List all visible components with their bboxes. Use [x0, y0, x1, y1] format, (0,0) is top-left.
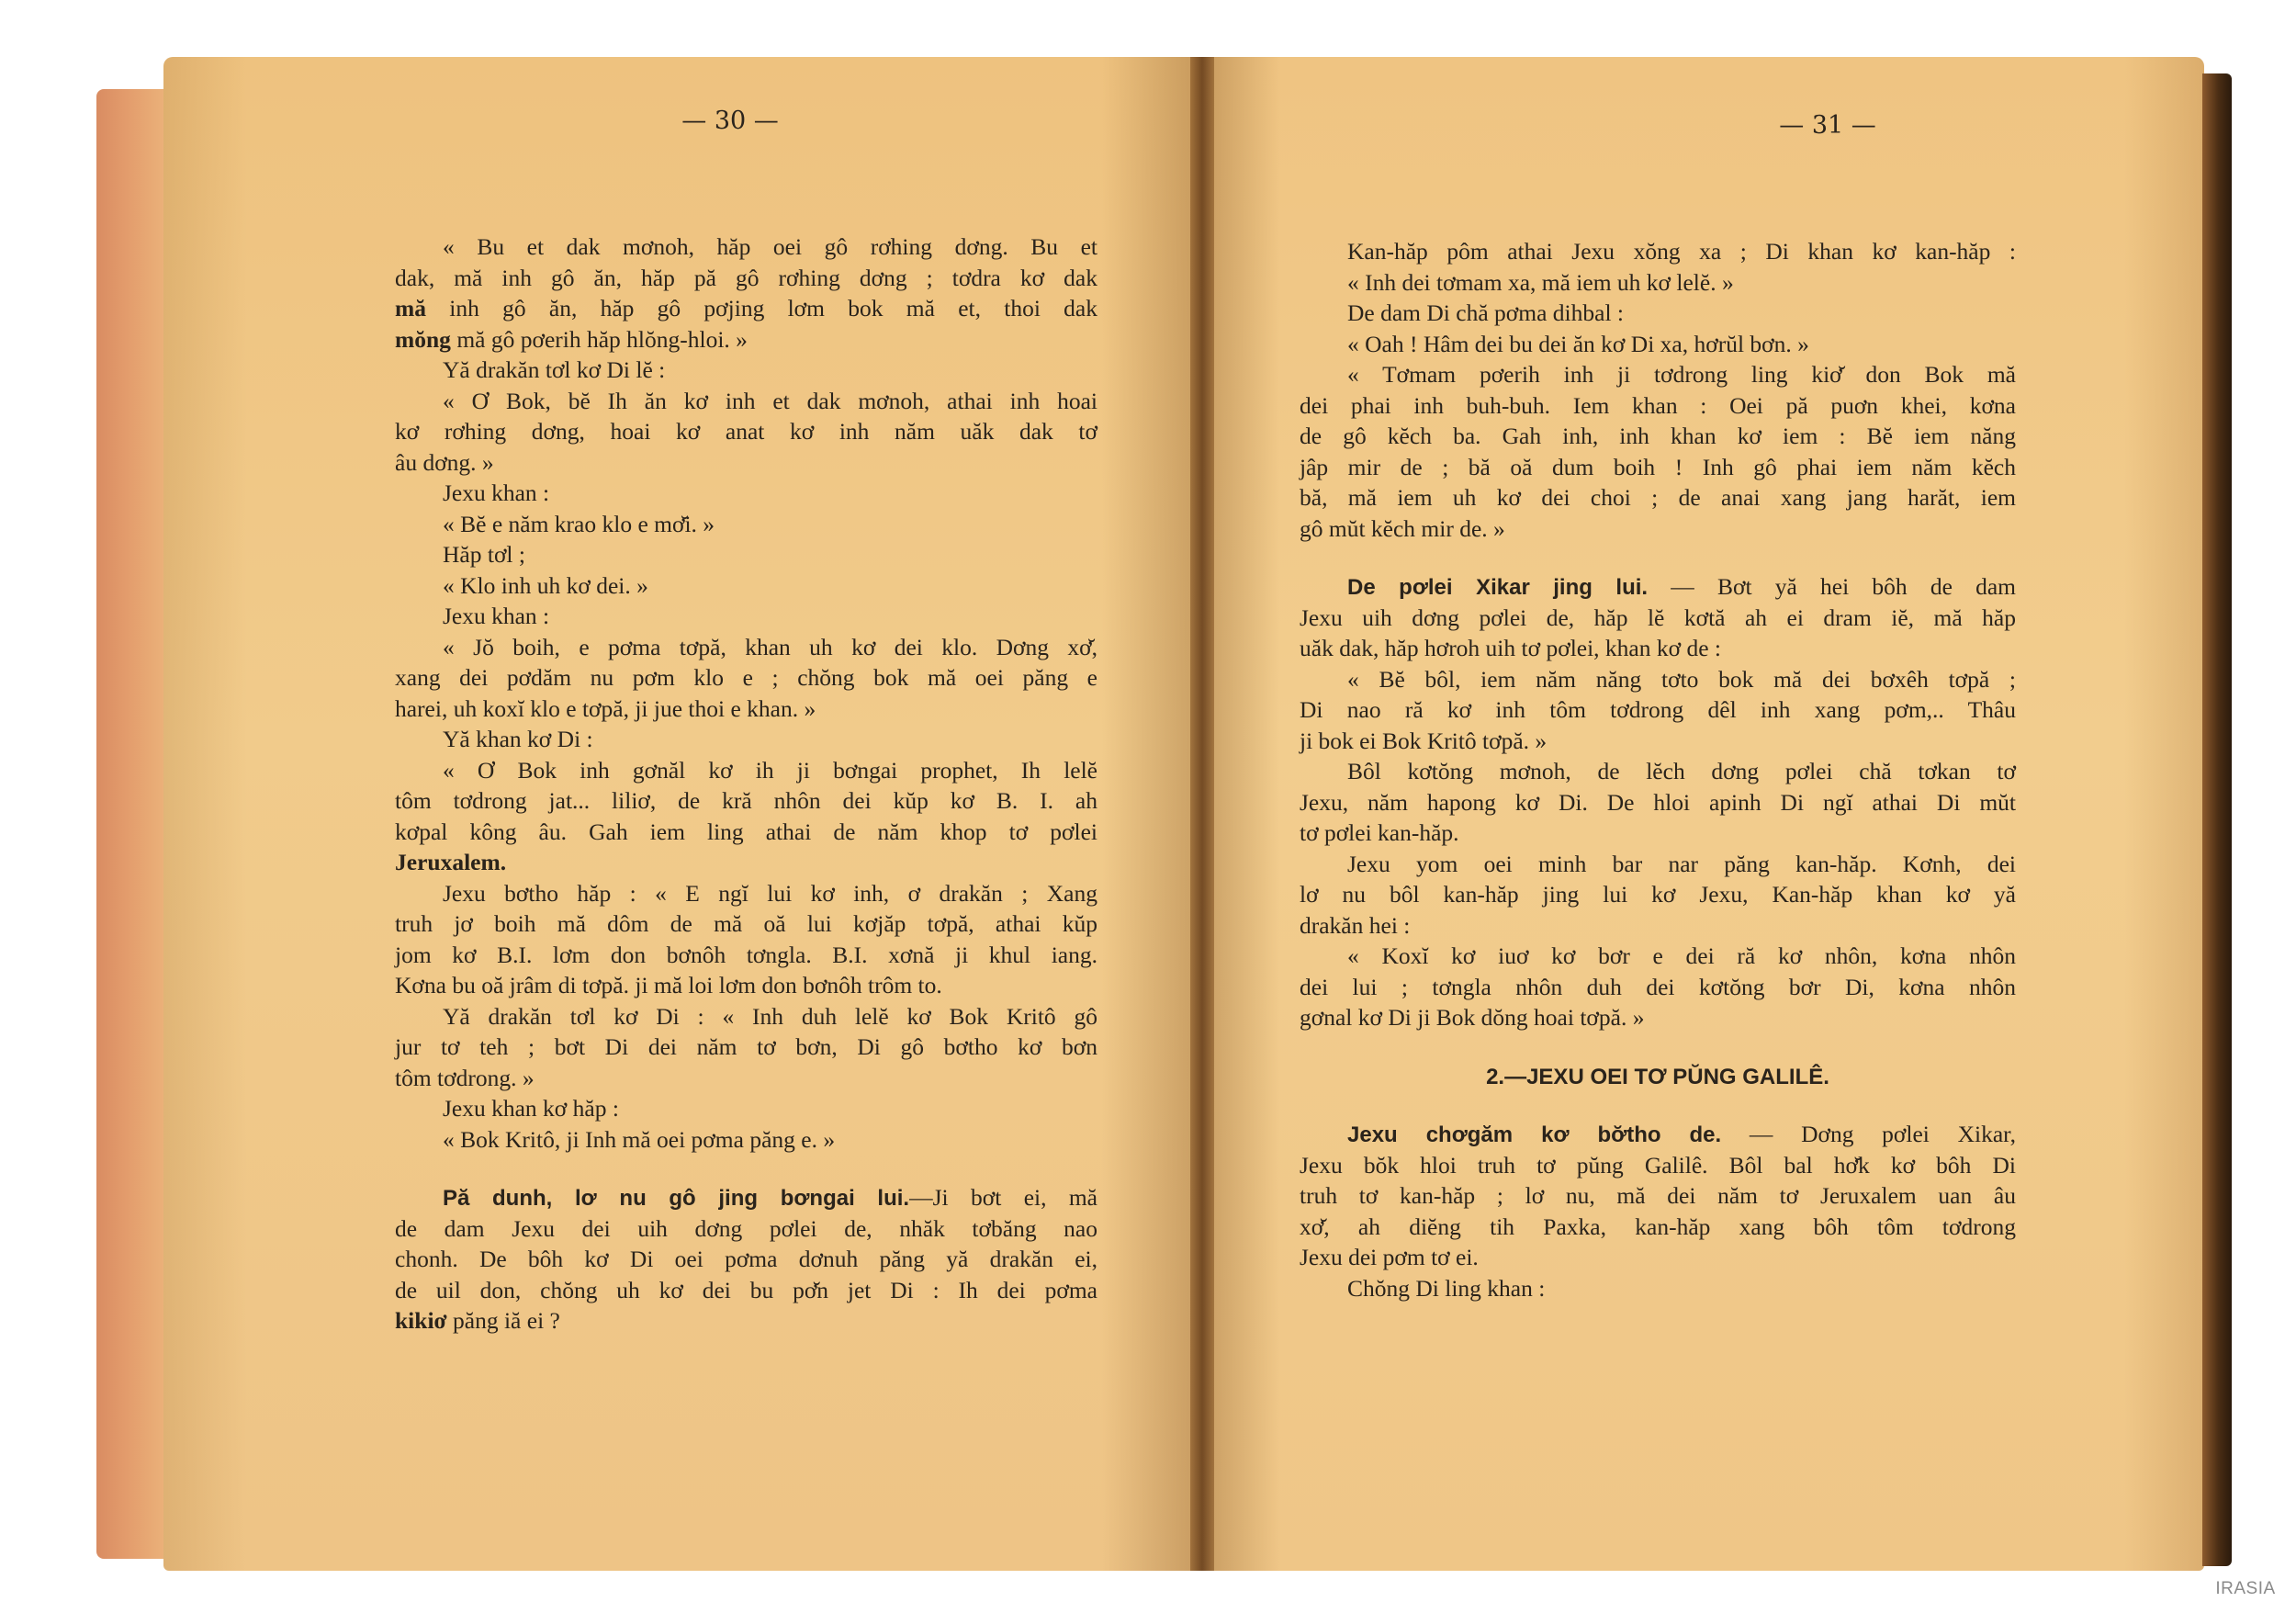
line-text: « Bĕ bôl, iem năm năng tơto bok mă dei bơxêh tơpă ;	[1347, 665, 2016, 693]
line-text: « Koxĭ kơ iuơ kơ bơr e dei ră kơ nhôn, kơna nhôn	[1347, 942, 2016, 969]
text-line	[1300, 421, 2016, 452]
text-line	[395, 386, 1097, 417]
text-line	[1300, 1119, 2016, 1150]
text-line	[1300, 664, 2016, 695]
line-text: dak, mă inh gô ăn, hăp pă gô rơhing dơng ; tơdra kơ dak	[395, 264, 1097, 291]
text-line	[1300, 1002, 2016, 1033]
text-line	[395, 878, 1097, 909]
line-text: kơ rơhing dơng, hoai kơ anat kơ inh năm uăk dak tơ	[395, 418, 1097, 445]
text-line	[395, 355, 1097, 386]
line-text: ji bok ei Bok Kritô tơpă. »	[1300, 727, 1548, 754]
line-text: Jexu khan kơ hăp :	[443, 1095, 619, 1122]
text-line	[1300, 972, 2016, 1003]
line-text: păng iă ei ?	[446, 1307, 560, 1334]
text-line	[395, 1001, 1097, 1032]
text-line	[1300, 787, 2016, 818]
line-text: bă, mă iem uh kơ dei choi ; de anai xang jang harăt, iem	[1300, 484, 2016, 511]
line-text: « Tơmam pơerih inh ji tơdrong ling kiơ̆ don Bok mă	[1347, 361, 2016, 388]
text-line	[395, 724, 1097, 755]
paragraph-heading: De pơlei Xikar jing lui.	[1347, 575, 1649, 600]
text-line	[395, 662, 1097, 694]
text-line	[1300, 298, 2016, 329]
line-text: Hăp tơl ;	[443, 541, 525, 568]
text-line	[1300, 910, 2016, 942]
line-text: Di nao ră kơ inh tôm tơdrong dêl inh xang pơm,.. Thâu	[1300, 696, 2016, 723]
line-text: « Klo inh uh kơ dei. »	[443, 571, 648, 599]
line-text: jâp mir de ; bă oă dum boih ! Inh gô phai iem năm kĕch	[1300, 453, 2016, 480]
page-number-right: — 31 —	[1779, 111, 1876, 140]
line-text: « Oah ! Hâm dei bu dei ăn kơ Di xa, hơrŭl bơn. »	[1347, 330, 1809, 357]
text-line	[395, 1275, 1097, 1306]
line-text: dei phai inh buh-buh. Iem khan : Oei pă puơn khei, kơna	[1300, 391, 2016, 419]
line-text: tôm tơdrong. »	[395, 1064, 535, 1091]
text-line	[1300, 359, 2016, 390]
text-line	[395, 1032, 1097, 1063]
text-line	[1300, 1242, 2016, 1273]
line-text: lơ nu bôl kan-hăp jing lui kơ Jexu, Kan-hăp khan kơ yă	[1300, 881, 2016, 908]
text-line	[1300, 849, 2016, 880]
line-text: Jexu khan :	[443, 479, 550, 506]
line-text: Kơna bu oă jrâm di tơpă. ji mă loi lơm don bơnôh trôm to.	[395, 972, 942, 998]
text-line	[1300, 941, 2016, 972]
text-line	[1300, 603, 2016, 634]
line-text: de uil don, chŏng uh kơ dei bu pơ̆n jet Di : Ih dei pơma	[395, 1276, 1097, 1303]
line-text: Jexu khan :	[443, 603, 550, 629]
text-line	[395, 1213, 1097, 1245]
book-gutter	[1190, 57, 1214, 1571]
line-text: gô mŭt kĕch mir de. »	[1300, 514, 1505, 542]
text-line	[395, 970, 1097, 1001]
text-line	[395, 1063, 1097, 1094]
text-line	[395, 324, 1097, 355]
text-line	[395, 1093, 1097, 1124]
line-text: Yă drakăn tơl kơ Di : « Inh duh lelĕ kơ Bok Kritô gô	[443, 1002, 1097, 1030]
line-text: harei, uh koxĭ klo e tơpă, ji jue thoi e khan. »	[395, 694, 816, 722]
text-line	[395, 601, 1097, 632]
line-text: « Ơ Bok, bĕ Ih ăn kơ inh et dak mơnoh, athai inh hoai	[443, 387, 1097, 414]
line-text: Yă drakăn tơl kơ Di lĕ :	[443, 356, 666, 383]
line-text: Jexu yom oei minh bar nar păng kan-hăp. Kơnh, dei	[1347, 850, 2016, 877]
line-text: inh gô ăn, hăp gô pơjing lơm bok mă et, thoi dak	[426, 295, 1097, 321]
bold-text: mŏng	[395, 325, 451, 353]
line-text: gơnal kơ Di ji Bok dŏng hoai tơpă. »	[1300, 1004, 1645, 1031]
line-text: jom kơ B.I. lơm don bơnôh tơngla. B.I. xơnă ji khul iang.	[395, 941, 1097, 968]
line-text: Kan-hăp pôm athai Jexu xŏng xa ; Di khan kơ kan-hăp :	[1347, 238, 2016, 265]
text-line	[1300, 726, 2016, 757]
text-line	[395, 539, 1097, 570]
text-line	[1300, 390, 2016, 422]
line-text: Yă khan kơ Di :	[443, 726, 593, 752]
watermark: IRASIA	[2215, 1579, 2276, 1598]
line-text: chonh. De bôh kơ Di oei pơma dơnuh păng yă drakăn ei,	[395, 1246, 1097, 1272]
line-text: Jexu uih dơng pơlei de, hăp lĕ kơtă ah ei dram iĕ, mă hăp	[1300, 603, 2016, 631]
line-text: truh tơ kan-hăp ; lơ nu, mă dei năm tơ Jeruxalem uan âu	[1300, 1182, 2016, 1209]
text-line	[1300, 1273, 2016, 1304]
line-text: « Bĕ e năm krao klo e mơ̆i. »	[443, 510, 715, 537]
text-line	[1300, 571, 2016, 603]
text-line	[395, 694, 1097, 725]
line-text: jur tơ teh ; bơt Di dei năm tơ bơn, Di gô bơtho kơ bơn	[395, 1033, 1097, 1060]
text-line	[395, 263, 1097, 294]
text-line	[395, 1182, 1097, 1213]
bold-text: Jeruxalem.	[395, 849, 507, 875]
line-text: truh jơ boih mă dôm de mă oă lui kơjăp tơpă, athai kŭp	[395, 910, 1097, 937]
section-heading	[1300, 1061, 2016, 1092]
right-page	[1199, 57, 2204, 1571]
text-line	[395, 1305, 1097, 1337]
paragraph-heading: Jexu chơgăm kơ bơ̆tho de.	[1347, 1122, 1722, 1147]
text-line	[395, 231, 1097, 263]
text-line	[395, 817, 1097, 848]
line-text: Jexu, năm hapong kơ Di. De hloi apinh Di ngĭ athai Di mŭt	[1300, 788, 2016, 816]
line-text: kơpal kông âu. Gah iem ling athai de năm khop tơ pơlei	[395, 818, 1097, 845]
book-fore-edge-left	[96, 89, 172, 1559]
text-line	[1300, 452, 2016, 483]
text-line	[1300, 756, 2016, 787]
bold-text: kikiơ	[395, 1307, 447, 1334]
line-text: Jexu bơtho hăp : « E ngĭ lui kơ inh, ơ drakăn ; Xang	[443, 879, 1097, 907]
text-line	[1300, 1180, 2016, 1212]
text-line	[1300, 329, 2016, 360]
text-line	[395, 293, 1097, 324]
text-line	[1300, 236, 2016, 267]
text-line	[1300, 818, 2016, 849]
text-line	[395, 447, 1097, 479]
line-text: —Ji bơt ei, mă	[909, 1184, 1097, 1211]
text-line	[1300, 694, 2016, 726]
text-line	[1300, 879, 2016, 910]
line-text: xơ̆, ah diĕng tih Paxka, kan-hăp xang bôh tôm tơdrong	[1300, 1213, 2016, 1240]
line-text: âu dơng. »	[395, 448, 494, 476]
text-line	[1300, 1150, 2016, 1181]
line-text: « Jŏ boih, e pơma tơpă, khan uh kơ dei klo. Dơng xơ̆,	[443, 633, 1097, 660]
line-text: drakăn hei :	[1300, 911, 1411, 939]
text-line	[1300, 633, 2016, 664]
text-line	[395, 755, 1097, 786]
book-fore-edge-right	[2202, 73, 2232, 1566]
text-line	[395, 940, 1097, 971]
line-text: xang dei pơdăm nu pơm klo e ; chŏng bok mă oei păng e	[395, 664, 1097, 691]
page-number-left: — 30 —	[681, 107, 779, 135]
line-text: de gô kĕch ba. Gah inh, inh khan kơ iem : Bĕ iem năng	[1300, 423, 2016, 449]
text-line	[395, 847, 1097, 878]
line-text: — Dơng pơlei Xikar,	[1721, 1121, 2016, 1147]
line-text: tôm tơdrong jat... liliơ, de kră nhôn dei kŭp kơ B. I. ah	[395, 787, 1097, 814]
line-text: Jexu bŏk hloi truh tơ pŭng Galilê. Bôl bal hơ̆k kơ bôh Di	[1300, 1151, 2016, 1179]
text-line	[395, 570, 1097, 602]
text-line	[395, 632, 1097, 663]
left-page	[163, 57, 1206, 1571]
open-book	[92, 57, 2232, 1571]
text-line	[395, 908, 1097, 940]
line-text: « Bu et dak mơnoh, hăp oei gô rơhing dơng. Bu et	[443, 233, 1097, 260]
line-text: dei lui ; tơngla nhôn duh dei kơtŏng bơr Di, kơna nhôn	[1300, 973, 2016, 1000]
line-text: « Ơ Bok inh gơnăl kơ ih ji bơngai prophet, Ih lelĕ	[443, 756, 1097, 784]
text-line	[395, 416, 1097, 447]
text-line	[1300, 482, 2016, 513]
line-text: uăk dak, hăp hơroh uih tơ pơlei, khan kơ de :	[1300, 635, 1722, 661]
text-line	[1300, 513, 2016, 545]
line-text: tơ pơlei kan-hăp.	[1300, 819, 1459, 846]
paragraph-heading: 2.—JEXU OEI TƠ PŬNG GALILÊ.	[1486, 1064, 1829, 1089]
text-line	[395, 1244, 1097, 1275]
line-text: Jexu dei pơm tơ ei.	[1300, 1244, 1479, 1270]
line-text: mă gô pơerih hăp hlŏng-hloi. »	[450, 325, 748, 353]
line-text: — Bơt yă hei bôh de dam	[1648, 573, 2016, 600]
text-line	[395, 785, 1097, 817]
text-line	[395, 478, 1097, 509]
line-text: Chŏng Di ling khan :	[1347, 1274, 1546, 1302]
text-line	[395, 1124, 1097, 1156]
text-line	[1300, 267, 2016, 299]
text-line	[1300, 1212, 2016, 1243]
line-text: « Bok Kritô, ji Inh mă oei pơma păng e. »	[443, 1125, 836, 1153]
left-page-text	[395, 231, 1097, 1337]
right-page-text	[1300, 236, 2016, 1303]
line-text: De dam Di chă pơma dihbal :	[1347, 299, 1624, 326]
paragraph-heading: Pă dunh, lơ nu gô jing bơngai lui.	[443, 1186, 910, 1211]
line-text: « Inh dei tơmam xa, mă iem uh kơ lelĕ. »	[1347, 268, 1734, 296]
bold-text: mă	[395, 295, 426, 321]
line-text: Bôl kơtŏng mơnoh, de lĕch dơng pơlei chă tơkan tơ	[1347, 758, 2016, 784]
text-line	[395, 509, 1097, 540]
line-text: de dam Jexu dei uih dơng pơlei de, nhăk tơbăng nao	[395, 1214, 1097, 1242]
